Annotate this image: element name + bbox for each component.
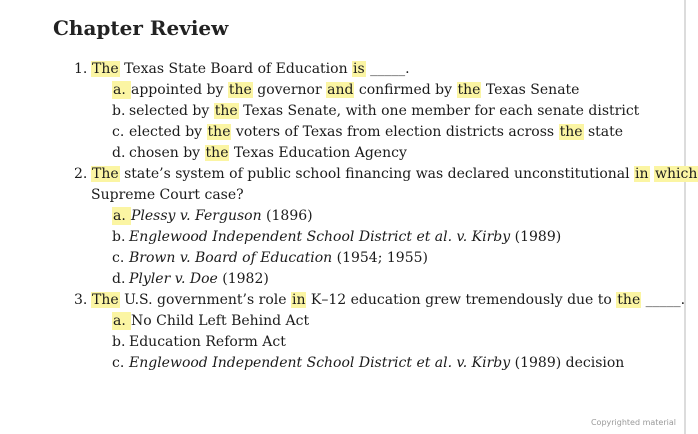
option-letter: c. [112, 124, 125, 140]
q1-option-c [112, 123, 623, 141]
highlight: The [92, 292, 119, 308]
option-text: Texas Education Agency [229, 145, 407, 161]
question-2 [74, 165, 698, 183]
option-text: voters of Texas from election districts across [231, 124, 559, 140]
option-letter: a. [112, 207, 131, 225]
question-1 [74, 60, 410, 78]
question-text: _____. [641, 292, 686, 308]
option-text: No Child Left Behind Act [131, 313, 310, 329]
highlight: the [457, 82, 481, 98]
option-letter: d. [112, 145, 126, 161]
question-number: 2. [74, 166, 88, 182]
case-year: (1896) [261, 208, 313, 224]
copyright-watermark: Copyrighted material [590, 418, 676, 427]
option-text: governor [252, 82, 327, 98]
option-text: chosen by [129, 145, 205, 161]
question-text: state’s system of public school financing was declared unconstitutional [119, 166, 635, 182]
q1-option-d [112, 144, 407, 162]
case-year: (1954; 1955) [332, 250, 428, 266]
highlight: the [228, 82, 252, 98]
option-letter: b. [112, 103, 126, 119]
option-letter: a. [112, 312, 131, 330]
q3-option-b [112, 333, 286, 351]
q1-option-b [112, 102, 639, 120]
highlight: and [327, 82, 354, 98]
option-letter: d. [112, 271, 126, 287]
case-year: (1989) [510, 229, 562, 245]
q3-option-a [112, 312, 309, 330]
highlight: the [559, 124, 583, 140]
option-letter: a. [112, 81, 131, 99]
case-name: Englewood Independent School District et al. v. Kirby [129, 355, 511, 371]
highlight: the [214, 103, 238, 119]
highlight: the [617, 292, 641, 308]
question-text: U.S. government’s role [119, 292, 291, 308]
highlight: The [92, 61, 119, 77]
option-text: confirmed by [354, 82, 457, 98]
q2-option-c [112, 249, 428, 267]
option-text: Texas Senate [481, 82, 580, 98]
case-name: Brown v. Board of Education [129, 250, 333, 266]
case-name: Plessy v. Ferguson [131, 208, 262, 224]
case-year: (1982) [217, 271, 269, 287]
case-year: (1989) decision [510, 355, 625, 371]
option-text: state [583, 124, 624, 140]
q1-option-a [112, 81, 579, 99]
question-3 [74, 291, 685, 309]
highlight: in [291, 292, 306, 308]
option-text: selected by [129, 103, 214, 119]
highlight: which [655, 166, 698, 182]
question-number: 3. [74, 292, 88, 308]
option-letter: b. [112, 229, 126, 245]
case-name: Plyler v. Doe [129, 271, 218, 287]
q2-option-d [112, 270, 269, 288]
q2-option-a [112, 207, 313, 225]
highlight: the [207, 124, 231, 140]
case-name: Englewood Independent School District et al. v. Kirby [129, 229, 511, 245]
option-text: appointed by [131, 82, 228, 98]
option-text: elected by [129, 124, 207, 140]
question-text: K–12 education grew tremendously due to [306, 292, 617, 308]
highlight: in [635, 166, 649, 182]
q2-option-b [112, 228, 561, 246]
question-number: 1. [74, 61, 88, 77]
question-text: Texas State Board of Education [119, 61, 353, 77]
question-text: _____. [365, 61, 410, 77]
highlight: The [92, 166, 119, 182]
option-letter: c. [112, 355, 125, 371]
option-text: Texas Senate, with one member for each senate district [238, 103, 640, 119]
option-letter: c. [112, 250, 125, 266]
chapter-title: Chapter Review [53, 16, 229, 40]
question-2-continued: Supreme Court case? [91, 187, 244, 203]
highlight: the [205, 145, 229, 161]
option-text: Education Reform Act [129, 334, 286, 350]
option-letter: b. [112, 334, 126, 350]
q3-option-c [112, 354, 624, 372]
highlight: is [353, 61, 365, 77]
